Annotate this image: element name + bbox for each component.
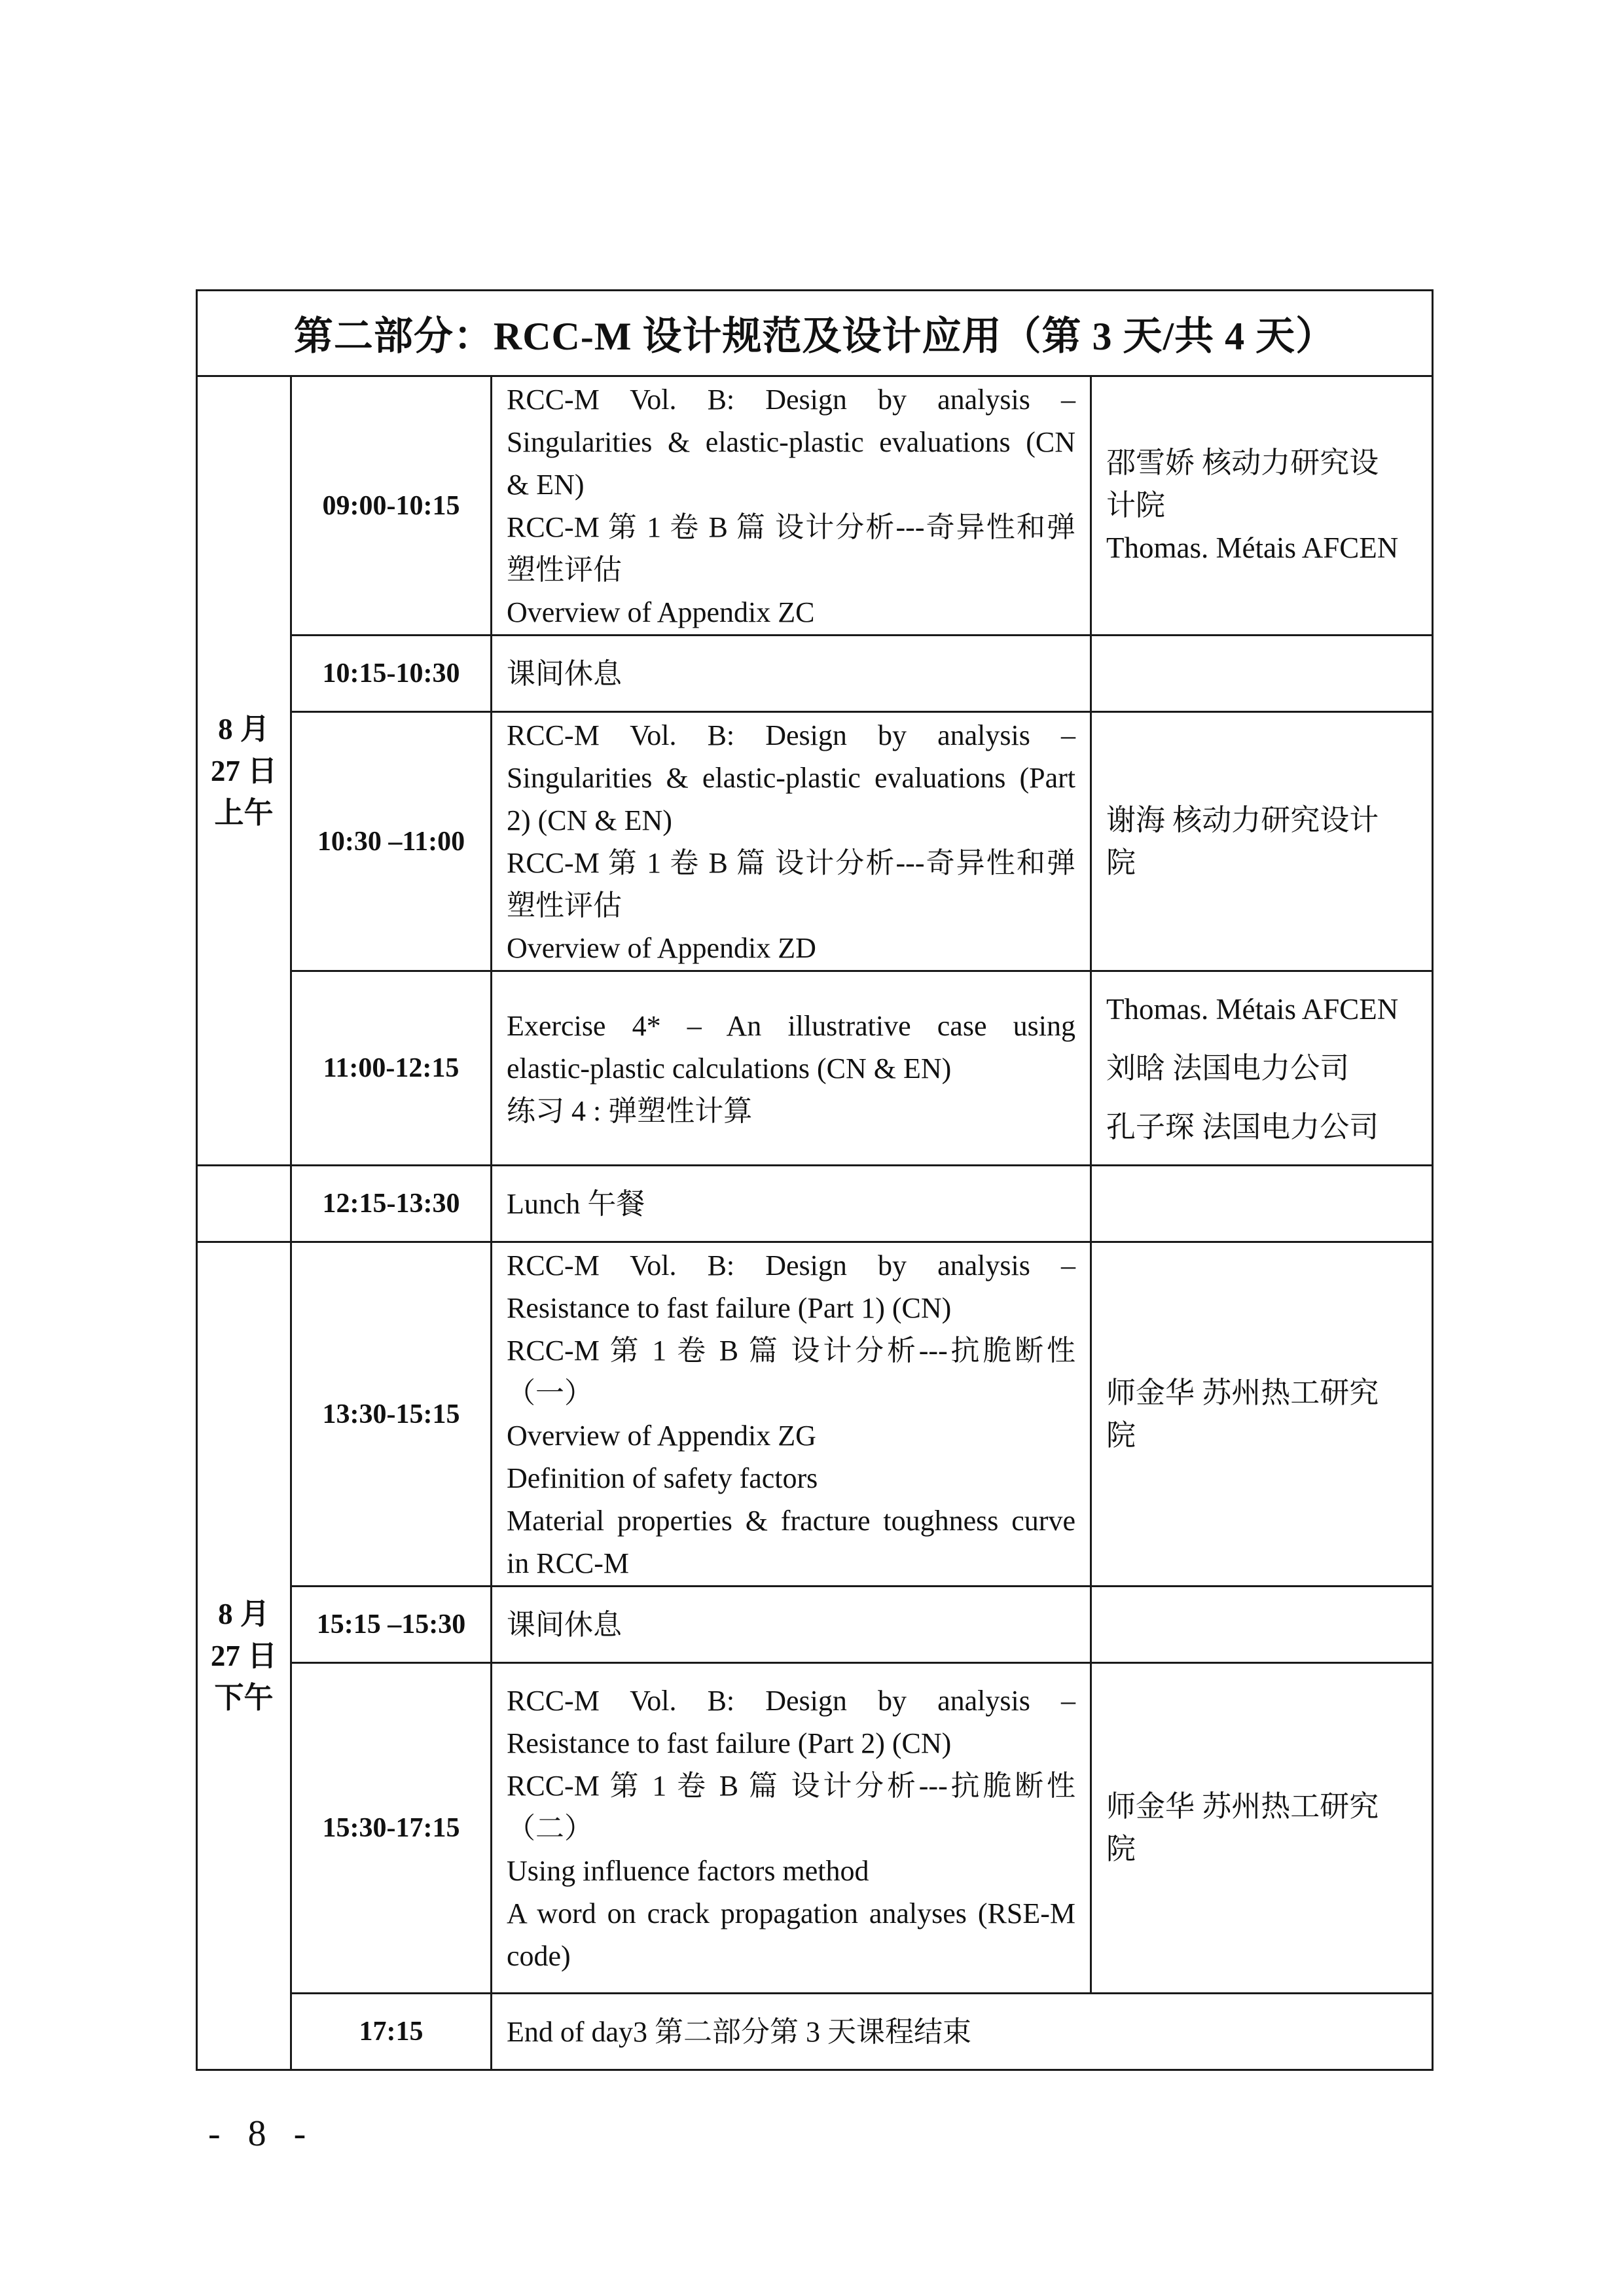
content-line: 课间休息 <box>507 1608 622 1641</box>
date-month: 8 月 <box>218 712 270 745</box>
content-line: RCC-M Vol. B: Design by analysis – <box>507 383 1075 416</box>
content-line: （一） <box>507 1376 593 1409</box>
content-line: Overview of Appendix ZC <box>507 596 815 628</box>
table-row <box>197 712 1433 971</box>
speaker-cell <box>1091 971 1433 1166</box>
time-cell: 17:15 <box>291 1994 492 2070</box>
date-period: 上午 <box>214 796 274 829</box>
content-line: 塑性评估 <box>507 889 622 922</box>
speaker-line: 邵雪娇 核动力研究设 <box>1106 446 1379 479</box>
content-line: RCC-M 第 1 卷 B 篇 设计分析---抗脆断性 <box>507 1769 1075 1802</box>
session-content <box>492 1663 1091 1994</box>
content-line: Singularities & elastic-plastic evaluations (CN <box>507 425 1075 458</box>
speaker-line: Thomas. Métais AFCEN <box>1106 993 1399 1026</box>
speaker-line: 刘晗 法国电力公司 <box>1106 1052 1350 1085</box>
content-line: RCC-M Vol. B: Design by analysis – <box>507 719 1075 751</box>
speaker-cell <box>1091 376 1433 636</box>
table-row <box>197 1663 1433 1994</box>
session-content <box>492 1242 1091 1587</box>
speaker-line: 孔子琛 法国电力公司 <box>1106 1111 1379 1143</box>
title-row <box>197 291 1433 376</box>
time-cell: 15:30-17:15 <box>291 1663 492 1994</box>
content-line: RCC-M Vol. B: Design by analysis – <box>507 1684 1075 1717</box>
content-line: End of day3 第二部分第 3 天课程结束 <box>507 2015 972 2048</box>
time-cell: 10:30 –11:00 <box>291 712 492 971</box>
speaker-line: 院 <box>1106 1833 1136 1865</box>
content-line: Overview of Appendix ZD <box>507 931 816 964</box>
table-row <box>197 1242 1433 1587</box>
speaker-cell <box>1091 1663 1433 1994</box>
content-line: RCC-M 第 1 卷 B 篇 设计分析---奇异性和弹 <box>507 846 1075 879</box>
content-line: Exercise 4* – An illustrative case using <box>507 1009 1075 1042</box>
content-line: Using influence factors method <box>507 1854 869 1887</box>
time-cell: 10:15-10:30 <box>291 636 492 712</box>
schedule-table <box>196 289 1434 2071</box>
speaker-line: Thomas. Métais AFCEN <box>1106 531 1399 564</box>
session-content <box>492 1166 1091 1242</box>
content-line: Definition of safety factors <box>507 1462 818 1494</box>
content-line: in RCC-M <box>507 1547 630 1579</box>
content-line: code) <box>507 1939 571 1972</box>
time-cell: 11:00-12:15 <box>291 971 492 1166</box>
session-content <box>492 1994 1433 2070</box>
speaker-cell <box>1091 712 1433 971</box>
time-cell: 12:15-13:30 <box>291 1166 492 1242</box>
content-line: Material properties & fracture toughness curve <box>507 1504 1075 1537</box>
time-cell: 15:15 –15:30 <box>291 1587 492 1663</box>
table-row <box>197 636 1433 712</box>
speaker-line: 院 <box>1106 846 1136 879</box>
table-row <box>197 1166 1433 1242</box>
content-line: RCC-M 第 1 卷 B 篇 设计分析---奇异性和弹 <box>507 511 1075 543</box>
page-number: - 8 - <box>208 2113 316 2154</box>
table-row <box>197 1587 1433 1663</box>
content-line: Singularities & elastic-plastic evaluations (Part <box>507 761 1075 794</box>
session-content <box>492 712 1091 971</box>
session-content <box>492 971 1091 1166</box>
content-line: 塑性评估 <box>507 553 622 586</box>
content-line: Overview of Appendix ZG <box>507 1419 816 1452</box>
content-line: Resistance to fast failure (Part 1) (CN) <box>507 1291 952 1324</box>
content-line: 2) (CN & EN) <box>507 804 672 836</box>
content-line: elastic-plastic calculations (CN & EN) <box>507 1052 952 1085</box>
speaker-line: 师金华 苏州热工研究 <box>1106 1376 1379 1409</box>
date-month: 8 月 <box>218 1598 270 1630</box>
session-content <box>492 376 1091 636</box>
date-day: 27 日 <box>210 754 278 787</box>
session-content <box>492 636 1091 712</box>
speaker-cell <box>1091 1242 1433 1587</box>
date-cell-empty <box>197 1166 291 1242</box>
speaker-line: 师金华 苏州热工研究 <box>1106 1790 1379 1823</box>
speaker-cell-empty <box>1091 1166 1433 1242</box>
speaker-line: 计院 <box>1106 489 1166 522</box>
table-row <box>197 971 1433 1166</box>
speaker-cell-empty <box>1091 1587 1433 1663</box>
content-line: 练习 4 : 弹塑性计算 <box>507 1094 753 1127</box>
session-content <box>492 1587 1091 1663</box>
morning-date-cell <box>197 376 291 1166</box>
table-row <box>197 1994 1433 2070</box>
content-line: RCC-M Vol. B: Design by analysis – <box>507 1249 1075 1282</box>
time-cell: 13:30-15:15 <box>291 1242 492 1587</box>
speaker-line: 院 <box>1106 1418 1136 1452</box>
speaker-line: 谢海 核动力研究设计 <box>1106 803 1379 836</box>
date-day: 27 日 <box>210 1640 278 1672</box>
content-line: RCC-M 第 1 卷 B 篇 设计分析---抗脆断性 <box>507 1334 1075 1367</box>
afternoon-date-cell <box>197 1242 291 2070</box>
date-period: 下午 <box>214 1681 274 1714</box>
content-line: Resistance to fast failure (Part 2) (CN) <box>507 1727 952 1759</box>
section-title: 第二部分：RCC-M 设计规范及设计应用（第 3 天/共 4 天） <box>197 291 1433 376</box>
content-line: （二） <box>507 1812 593 1844</box>
speaker-cell-empty <box>1091 636 1433 712</box>
content-line: 课间休息 <box>507 657 622 690</box>
content-line: Lunch 午餐 <box>507 1187 645 1220</box>
time-cell: 09:00-10:15 <box>291 376 492 636</box>
content-line: & EN) <box>507 468 585 501</box>
table-row <box>197 376 1433 636</box>
content-line: A word on crack propagation analyses (RSE-M <box>507 1897 1075 1929</box>
